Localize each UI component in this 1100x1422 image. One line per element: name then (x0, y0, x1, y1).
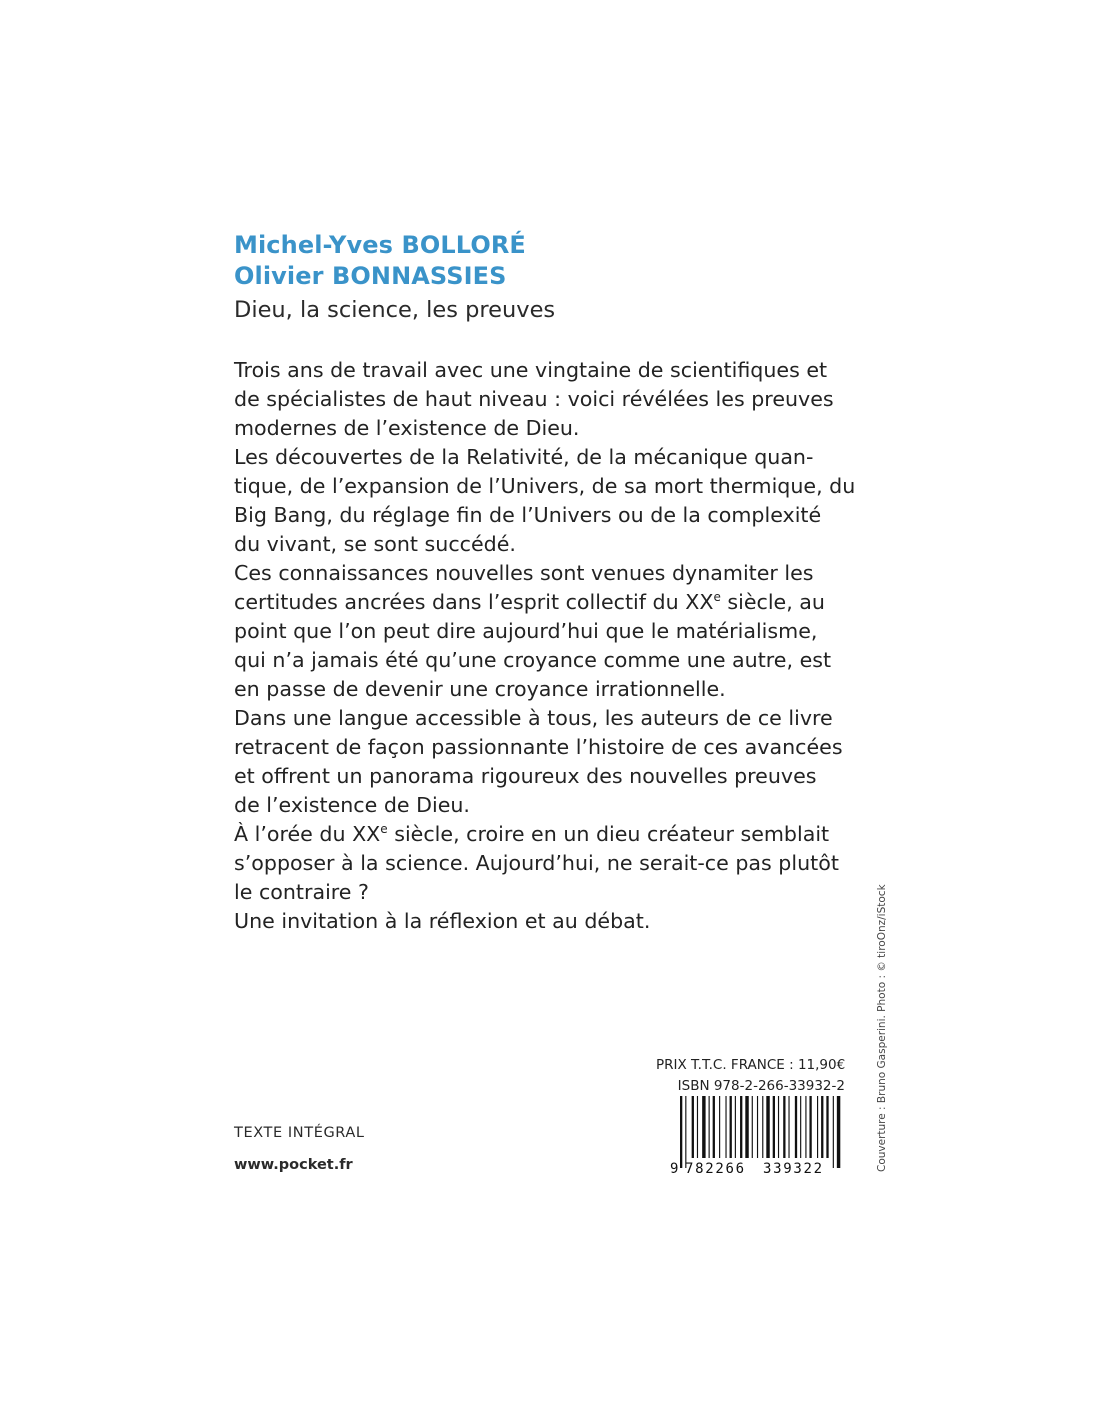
barcode-bar (809, 1096, 811, 1158)
barcode-bar (800, 1096, 801, 1158)
barcode-bar (692, 1096, 694, 1158)
blurb-line (234, 588, 854, 617)
blurb-line: point que l’on peut dire aujourd’hui que le matérialisme, (234, 619, 818, 643)
barcode-digits-left: 782266 (685, 1161, 746, 1176)
barcode-bar (757, 1096, 758, 1158)
barcode-bar (766, 1096, 769, 1158)
blurb-line: retracent de façon passionnante l’histoire de ces avancées (234, 735, 843, 759)
blurb-text (234, 356, 854, 936)
book-title: Dieu, la science, les preuves (234, 297, 556, 323)
barcode-bar (725, 1096, 726, 1158)
barcode-bar (730, 1096, 732, 1158)
superscript: e (713, 590, 721, 604)
barcode-bar (837, 1096, 840, 1168)
price-label: PRIX T.T.C. FRANCE : 11,90€ (656, 1057, 846, 1073)
website-url: www.pocket.fr (234, 1157, 353, 1173)
barcode-bar (680, 1096, 682, 1168)
isbn-label: ISBN 978-2-266-33932-2 (677, 1078, 845, 1094)
barcode-bar (833, 1096, 834, 1168)
blurb-line: Ces connaissances nouvelles sont venues dynamiter les (234, 561, 814, 585)
blurb-line: Une invitation à la réflexion et au débat. (234, 909, 651, 933)
cover-credit: Couverture : Bruno Gasperini. Photo : © tiroOnz/iStock (876, 884, 888, 1172)
blurb-line: en passe de devenir une croyance irrationnelle. (234, 677, 726, 701)
barcode-bar (788, 1096, 789, 1158)
barcode-bar (719, 1096, 720, 1158)
barcode-digits-right: 339322 (763, 1161, 824, 1176)
barcode-bar (795, 1096, 797, 1158)
blurb-fragment: certitudes ancrées dans l’esprit collectif du XX (234, 590, 714, 614)
blurb-line: Dans une langue accessible à tous, les auteurs de ce livre (234, 706, 833, 730)
blurb-line: Big Bang, du réglage fin de l’Univers ou de la complexité (234, 503, 822, 527)
author-name: Olivier BONNASSIES (234, 262, 507, 290)
authors (234, 230, 526, 292)
barcode-bar (821, 1096, 823, 1158)
blurb-line: de l’existence de Dieu. (234, 793, 470, 817)
barcode-bar (735, 1096, 736, 1158)
barcode-bar (702, 1096, 705, 1158)
barcode-bar (745, 1096, 748, 1158)
blurb-line: et offrent un panorama rigoureux des nouvelles preuves (234, 764, 817, 788)
barcode-bar (713, 1096, 715, 1158)
barcode-bar (773, 1096, 775, 1158)
barcode-bar (778, 1096, 779, 1158)
blurb-line: tique, de l’expansion de l’Univers, de sa mort thermique, du (234, 474, 856, 498)
barcode-bar (709, 1096, 710, 1158)
barcode-bar (805, 1096, 806, 1158)
blurb-line: Trois ans de travail avec une vingtaine de scientifiques et (234, 358, 828, 382)
superscript: e (380, 822, 388, 836)
barcode-bar (752, 1096, 753, 1158)
blurb-fragment: siècle, au (720, 590, 825, 614)
barcode-bar (826, 1096, 828, 1158)
barcode-bar (783, 1096, 785, 1158)
barcode-bar (817, 1096, 818, 1158)
blurb-line: Les découvertes de la Relativité, de la mécanique quan- (234, 445, 814, 469)
blurb-fragment: À l’orée du XX (234, 822, 381, 846)
texte-integral-label: TEXTE INTÉGRAL (234, 1125, 365, 1141)
author-name: Michel-Yves BOLLORÉ (234, 231, 526, 259)
blurb-fragment: siècle, croire en un dieu créateur semblait (387, 822, 830, 846)
price-block (656, 1055, 845, 1097)
blurb-line: le contraire ? (234, 880, 369, 904)
barcode-bar (740, 1096, 742, 1158)
blurb-line: de spécialistes de haut niveau : voici révélées les preuves (234, 387, 834, 411)
blurb-line (234, 820, 854, 849)
barcode-bar (762, 1096, 763, 1158)
blurb-line: du vivant, se sont succédé. (234, 532, 516, 556)
barcode-bar (697, 1096, 698, 1158)
barcode (668, 1096, 848, 1176)
blurb-line: s’opposer à la science. Aujourd’hui, ne serait-ce pas plutôt (234, 851, 839, 875)
barcode-digit-first: 9 (670, 1161, 679, 1176)
barcode-bar (685, 1096, 686, 1168)
blurb-line: qui n’a jamais été qu’une croyance comme une autre, est (234, 648, 832, 672)
blurb-line: modernes de l’existence de Dieu. (234, 416, 580, 440)
